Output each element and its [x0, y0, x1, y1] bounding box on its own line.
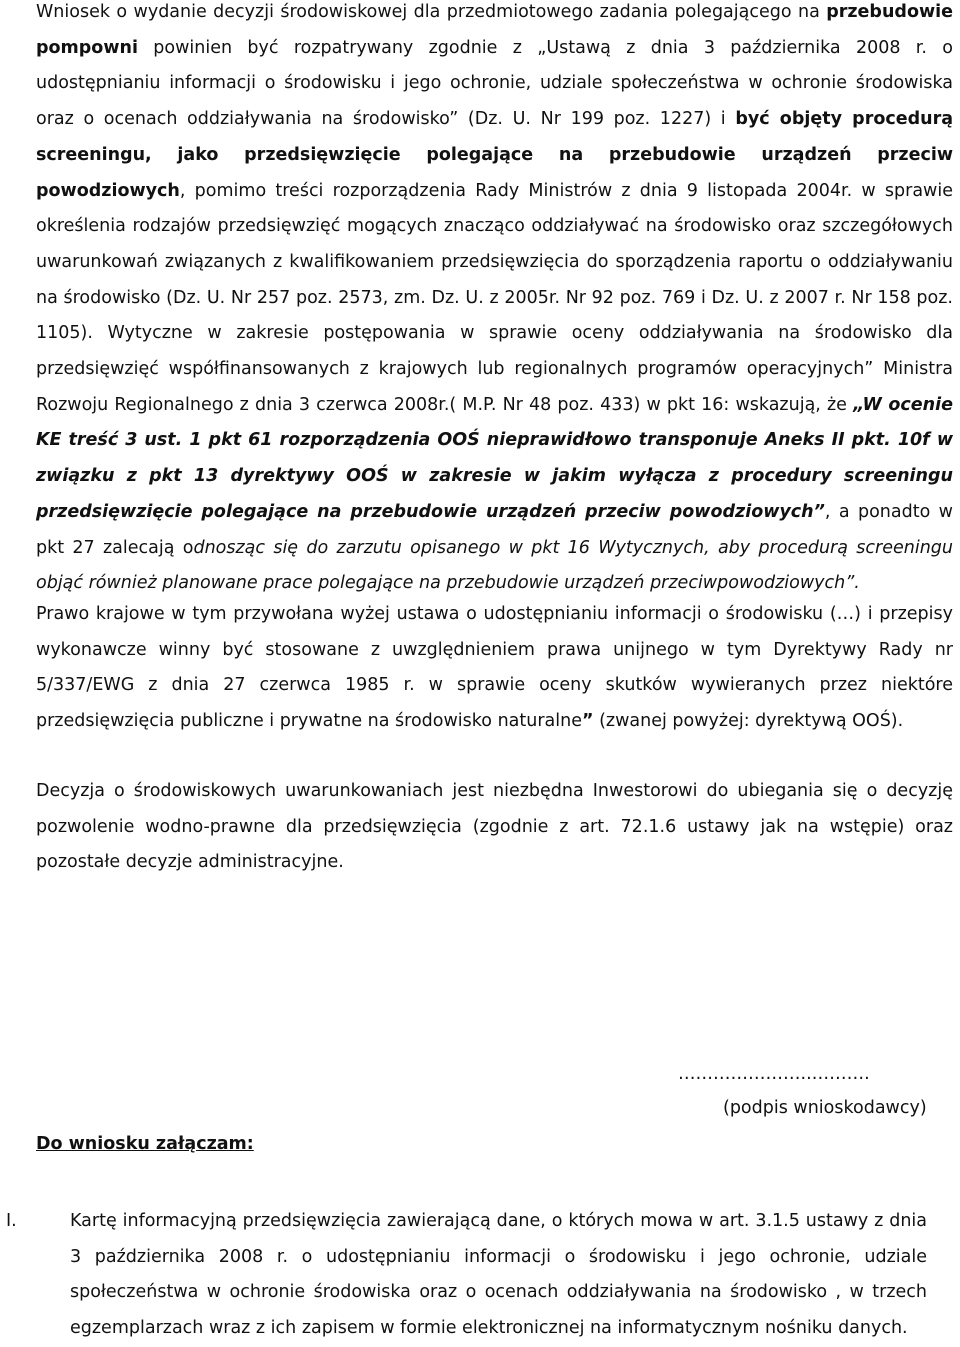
list-item-text: Kartę informacyjną przedsięwzięcia zawierającą dane, o których mowa w art. 3.1.5 ustawy z dnia 3 października 2008 r. o udostępnianiu informacji o środowisku i jego ochronie, udziale społeczeństwa w ochronie środowiska oraz o ocenach oddziaływania na środowisko , w trzech egzemplarzach wraz z ich zapisem w formie elektronicznej na informatycznym nośniku danych.	[70, 1211, 927, 1339]
text-span: powinien być rozpatrywany zgodnie z „Ustawą z dnia 3 października 2008 r. o udostępnianiu informacji o środowisku i jego ochronie, udziale społeczeństwa w ochronie środowiska oraz o ocenach oddziaływania na środowisko” (Dz. U. Nr 199 poz. 1227) i	[36, 37, 953, 130]
text-span: , pomimo treści rozporządzenia Rady Ministrów z dnia 9 listopada 2004r. w sprawie określenia rodzajów przedsięwzięć mogących znacząco oddziaływać na środowisko oraz szczegółowych uwarunkowań związanych z kwalifikowaniem przedsięwzięcia do sporządzenia raportu o oddziaływaniu na środowisko (Dz. U. Nr 257 poz. 2573, zm. Dz. U. z 2005r. Nr 92 poz. 769 i Dz. U. z 2007 r. Nr 158 poz. 1105). Wytyczne w zakresie postępowania w sprawie oceny oddziaływania na środowisko dla przedsięwzięć współfinansowanych z krajowych lub regionalnych programów operacyjnych” Ministra Rozwoju Regionalnego z dnia 3 czerwca 2008r.( M.P. Nr 48 poz. 433) w pkt 16: wskazują, że	[36, 180, 953, 415]
paragraph-screening	[36, 0, 953, 602]
text-span: Wniosek o wydanie decyzji środowiskowej dla przedmiotowego zadania polegającego na	[36, 2, 827, 22]
text-span: Prawo krajowe w tym przywołana wyżej ustawa o udostępnianiu informacji o środowisku (…) i przepisy wykonawcze winny być stosowane z uwzględnieniem prawa unijnego w tym Dyrektywy Rady nr 5/337/EWG z dnia 27 czerwca 1985 r. w sprawie oceny skutków wywieranych przez niektóre przedsięwzięcia publiczne i prywatne na środowisko naturalne	[36, 604, 953, 732]
bold-text-span: być objęty procedurą screeningu, jako przedsięwzięcie polegające na przebudowie urządzeń przeciw powodziowych	[36, 109, 954, 201]
text-span: , a ponadto w pkt 27 zalecają o	[36, 501, 953, 558]
attachments-heading: Do wniosku załączam:	[36, 1134, 254, 1154]
signature-label: (podpis wnioskodawcy)	[723, 1098, 927, 1118]
signature-line: …………………..……….	[678, 1064, 870, 1084]
bold-text-span: przebudowie pompowni	[36, 2, 953, 58]
bold-quote-mark: ”	[581, 711, 594, 732]
list-item-number: I.	[6, 1211, 17, 1231]
italic-text-span: dnosząc się do zarzutu opisanego w pkt 16 Wytycznych, aby procedurą screeningu objąć również planowane prace polegające na przebudowie urządzeń przeciwpowodziowych”.	[36, 537, 953, 594]
paragraph-national-law	[36, 597, 953, 740]
text-span: (zwanej powyżej: dyrektywą OOŚ).	[593, 711, 904, 732]
bold-italic-quote: „W ocenie KE treść 3 ust. 1 pkt 61 rozporządzenia OOŚ nieprawidłowo transponuje Aneks II pkt. 10f w związku z pkt 13 dyrektywy OOŚ w zakresie w jakim wyłącza z procedury screeningu przedsięwzięcie polegające na przebudowie urządzeń przeciw powodziowych”	[36, 394, 954, 522]
paragraph-decision: Decyzja o środowiskowych uwarunkowaniach jest niezbędna Inwestorowi do ubiegania się o decyzję pozwolenie wodno-prawne dla przedsięwzięcia (zgodnie z art. 72.1.6 ustawy jak na wstępie) oraz pozostałe decyzje administracyjne.	[36, 781, 953, 873]
